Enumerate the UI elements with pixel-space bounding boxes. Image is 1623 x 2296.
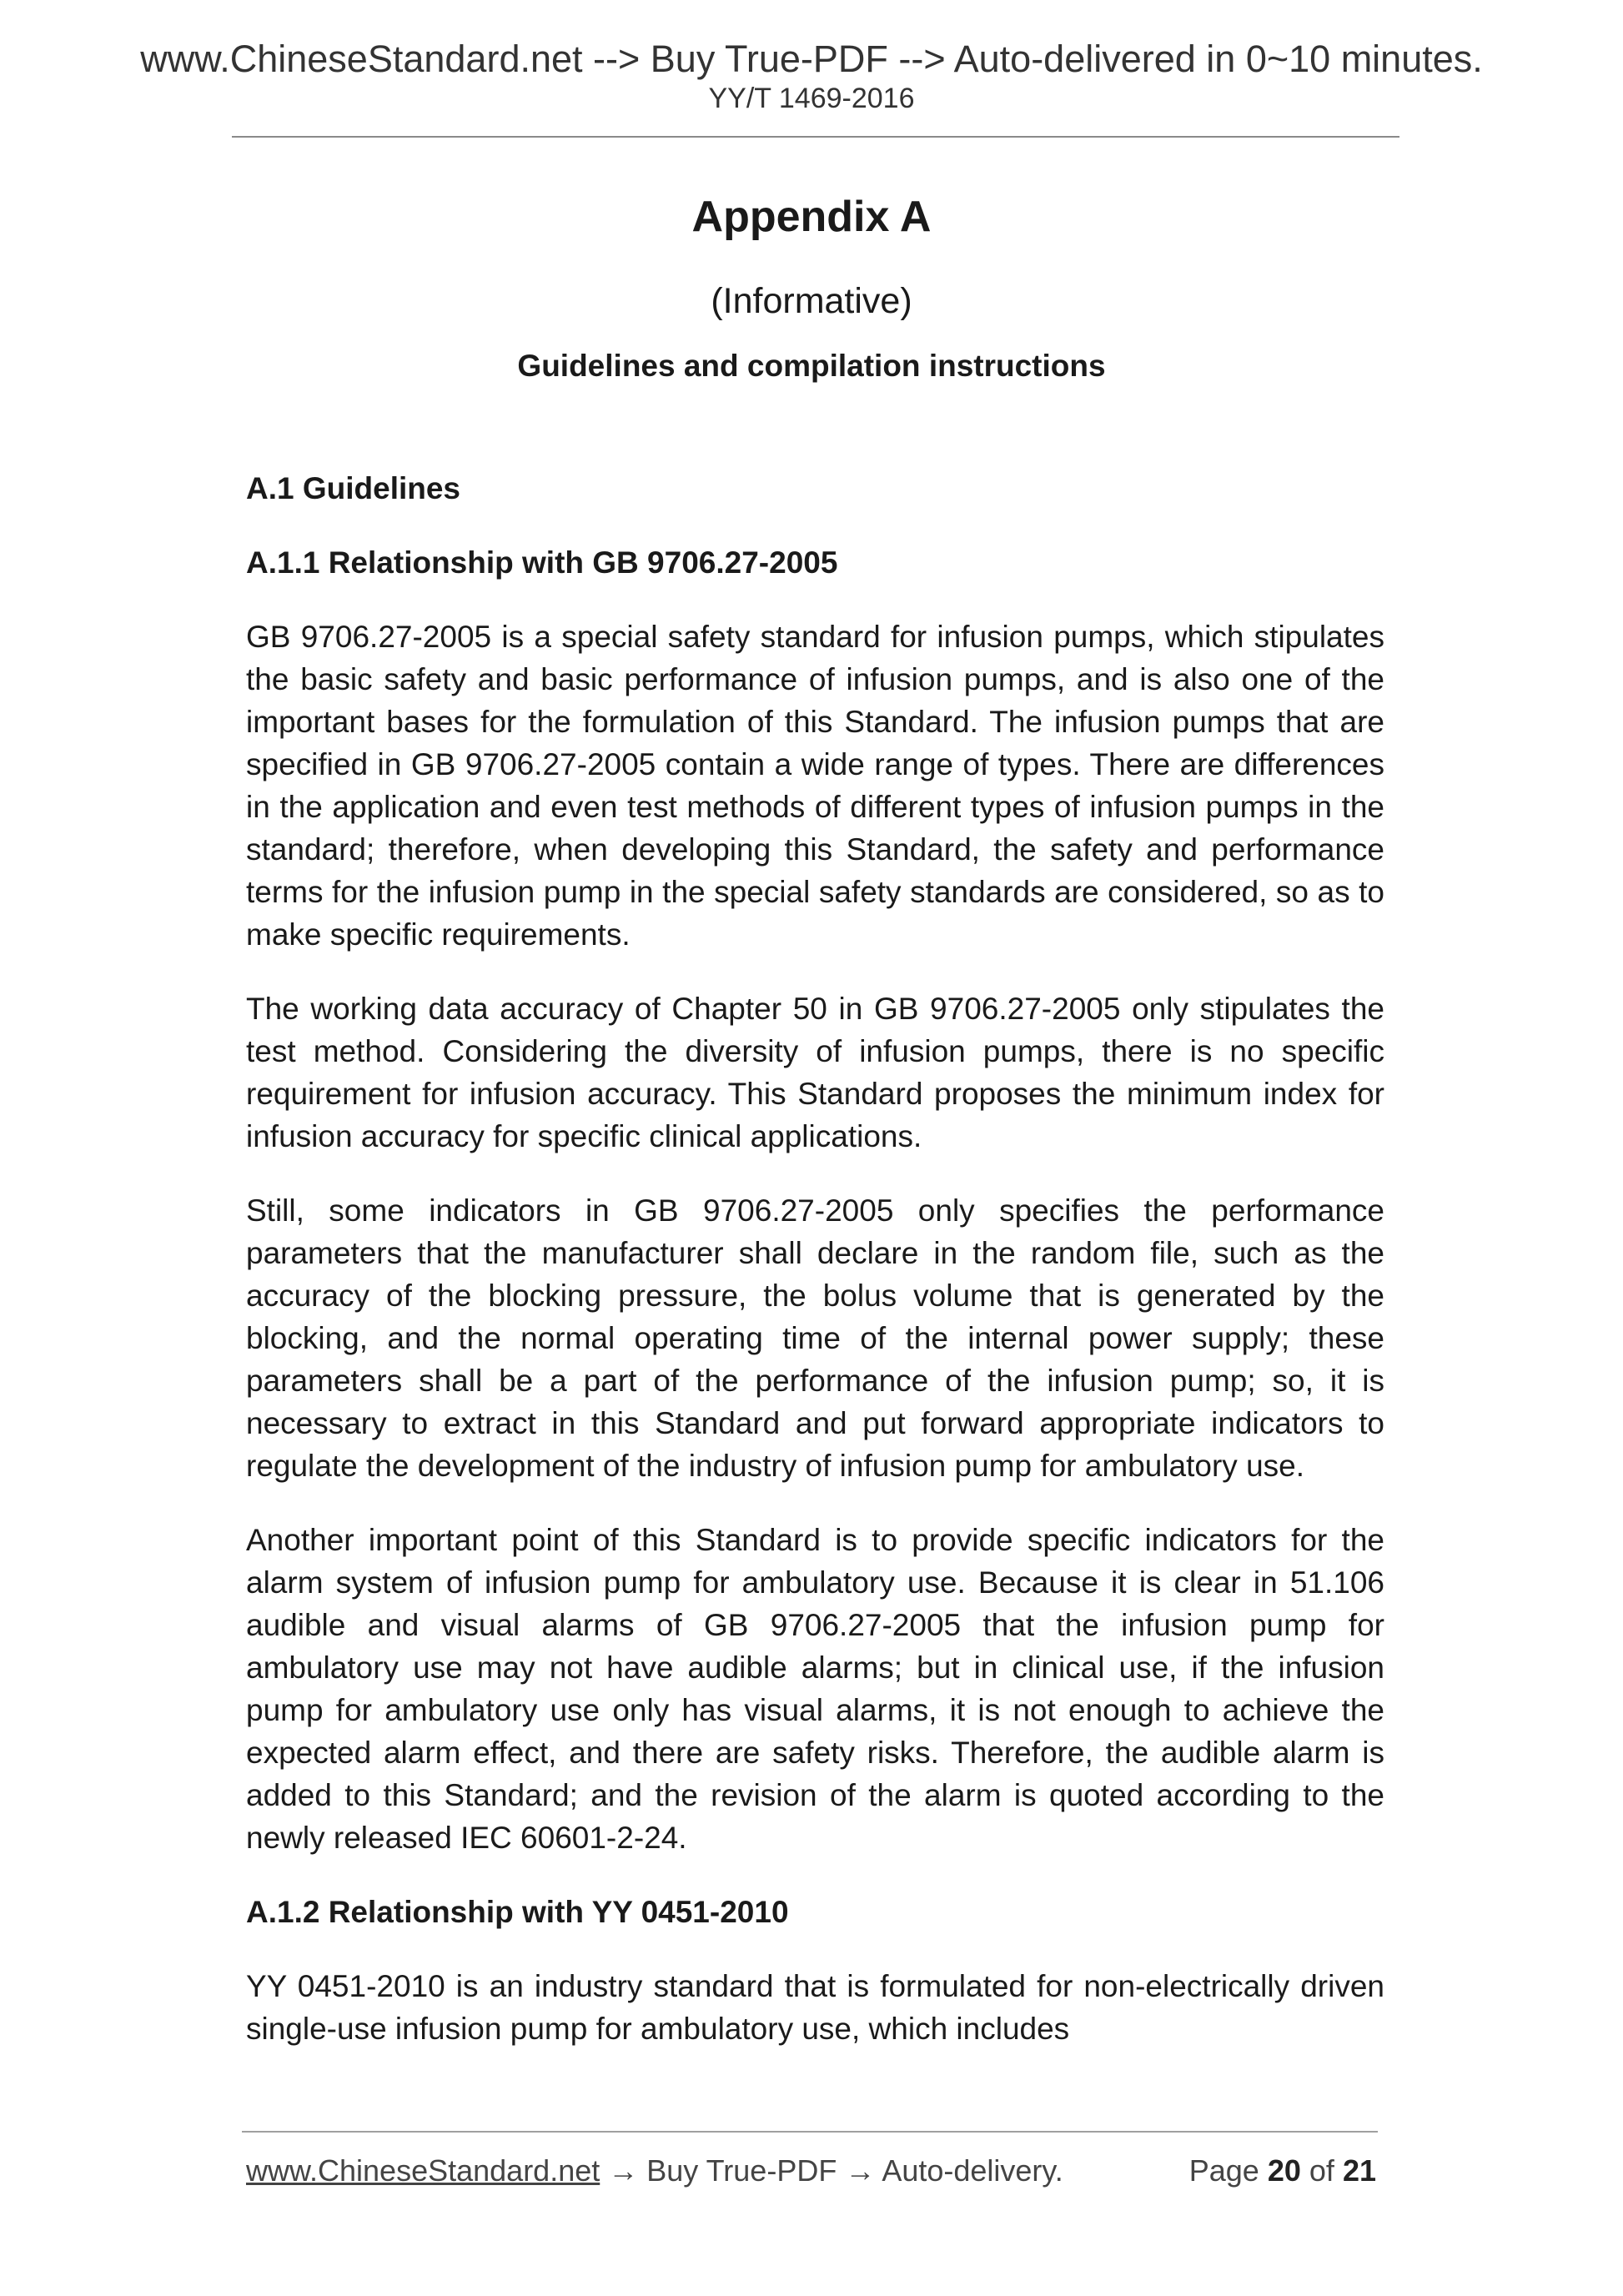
page-indicator — [1189, 2152, 1376, 2190]
section-heading-a12: A.1.2 Relationship with YY 0451-2010 — [246, 1895, 789, 1929]
footer-divider — [242, 2131, 1378, 2133]
page-number: 20 — [1267, 2153, 1301, 2188]
page-total: 21 — [1342, 2153, 1376, 2188]
of-word: of — [1309, 2153, 1334, 2188]
paragraph: YY 0451-2010 is an industry standard that is formulated for non-electrically driven single-use infusion pump for ambulatory use, which includes — [246, 1969, 1384, 2046]
paragraph: The working data accuracy of Chapter 50 in GB 9706.27-2005 only stipulates the test method. Considering the diversity of infusion pumps, there is no specific requirement for infusion accuracy. This Standard proposes the minimum index for infusion accuracy for specific clinical applications. — [246, 992, 1384, 1153]
footer-left — [246, 2152, 1063, 2190]
paragraph: GB 9706.27-2005 is a special safety standard for infusion pumps, which stipulates the basic safety and basic performance of infusion pumps, and is also one of the important bases for the formulation of this Standard. The infusion pumps that are specified in GB 9706.27-2005 contain a wide range of types. There are differences in the application and even test methods of different types of infusion pumps in the standard; therefore, when developing this Standard, the safety and performance terms for the infusion pump in the special safety standards are considered, so as to make specific requirements. — [246, 620, 1384, 952]
section-heading-a1: A.1 Guidelines — [246, 471, 461, 505]
standard-code: YY/T 1469-2016 — [708, 83, 915, 114]
top-banner: www.ChineseStandard.net --> Buy True-PDF --> Auto-delivered in 0~10 minutes. — [140, 38, 1483, 80]
page-word: Page — [1188, 2153, 1259, 2188]
header-divider — [232, 136, 1399, 138]
section-heading-a11: A.1.1 Relationship with GB 9706.27-2005 — [246, 545, 838, 580]
paragraph: Another important point of this Standard is to provide specific indicators for the alarm system of infusion pump for ambulatory use. Because it is clear in 51.106 audible and visual alarms of GB 9706.27-2005 that the infusion pump for ambulatory use may not have audible alarms; but in clinical use, if the infusion pump for ambulatory use only has visual alarms, it is not enough to achieve the expected alarm effect, and there are safety risks. Therefore, the audible alarm is added to this Standard; and the revision of the alarm is quoted according to the newly released IEC 60601-2-24. — [246, 1523, 1384, 1855]
appendix-title: Appendix A — [691, 193, 932, 241]
appendix-caption: Guidelines and compilation instructions — [517, 349, 1106, 383]
footer-site-link[interactable]: www.ChineseStandard.net — [246, 2153, 600, 2188]
appendix-subtitle: (Informative) — [711, 281, 912, 321]
paragraph: Still, some indicators in GB 9706.27-2005 only specifies the performance parameters that the manufacturer shall declare in the random file, such as the accuracy of the blocking pressure, the bolus volume that is generated by the blocking, and the normal operating time of the internal power supply; these parameters shall be a part of the performance of the infusion pump; so, it is necessary to extract in this Standard and put forward appropriate indicators to regulate the development of the industry of infusion pump for ambulatory use. — [246, 1193, 1384, 1483]
footer-tagline: → Buy True-PDF → Auto-delivery. — [600, 2153, 1063, 2188]
document-body — [246, 467, 1384, 2082]
